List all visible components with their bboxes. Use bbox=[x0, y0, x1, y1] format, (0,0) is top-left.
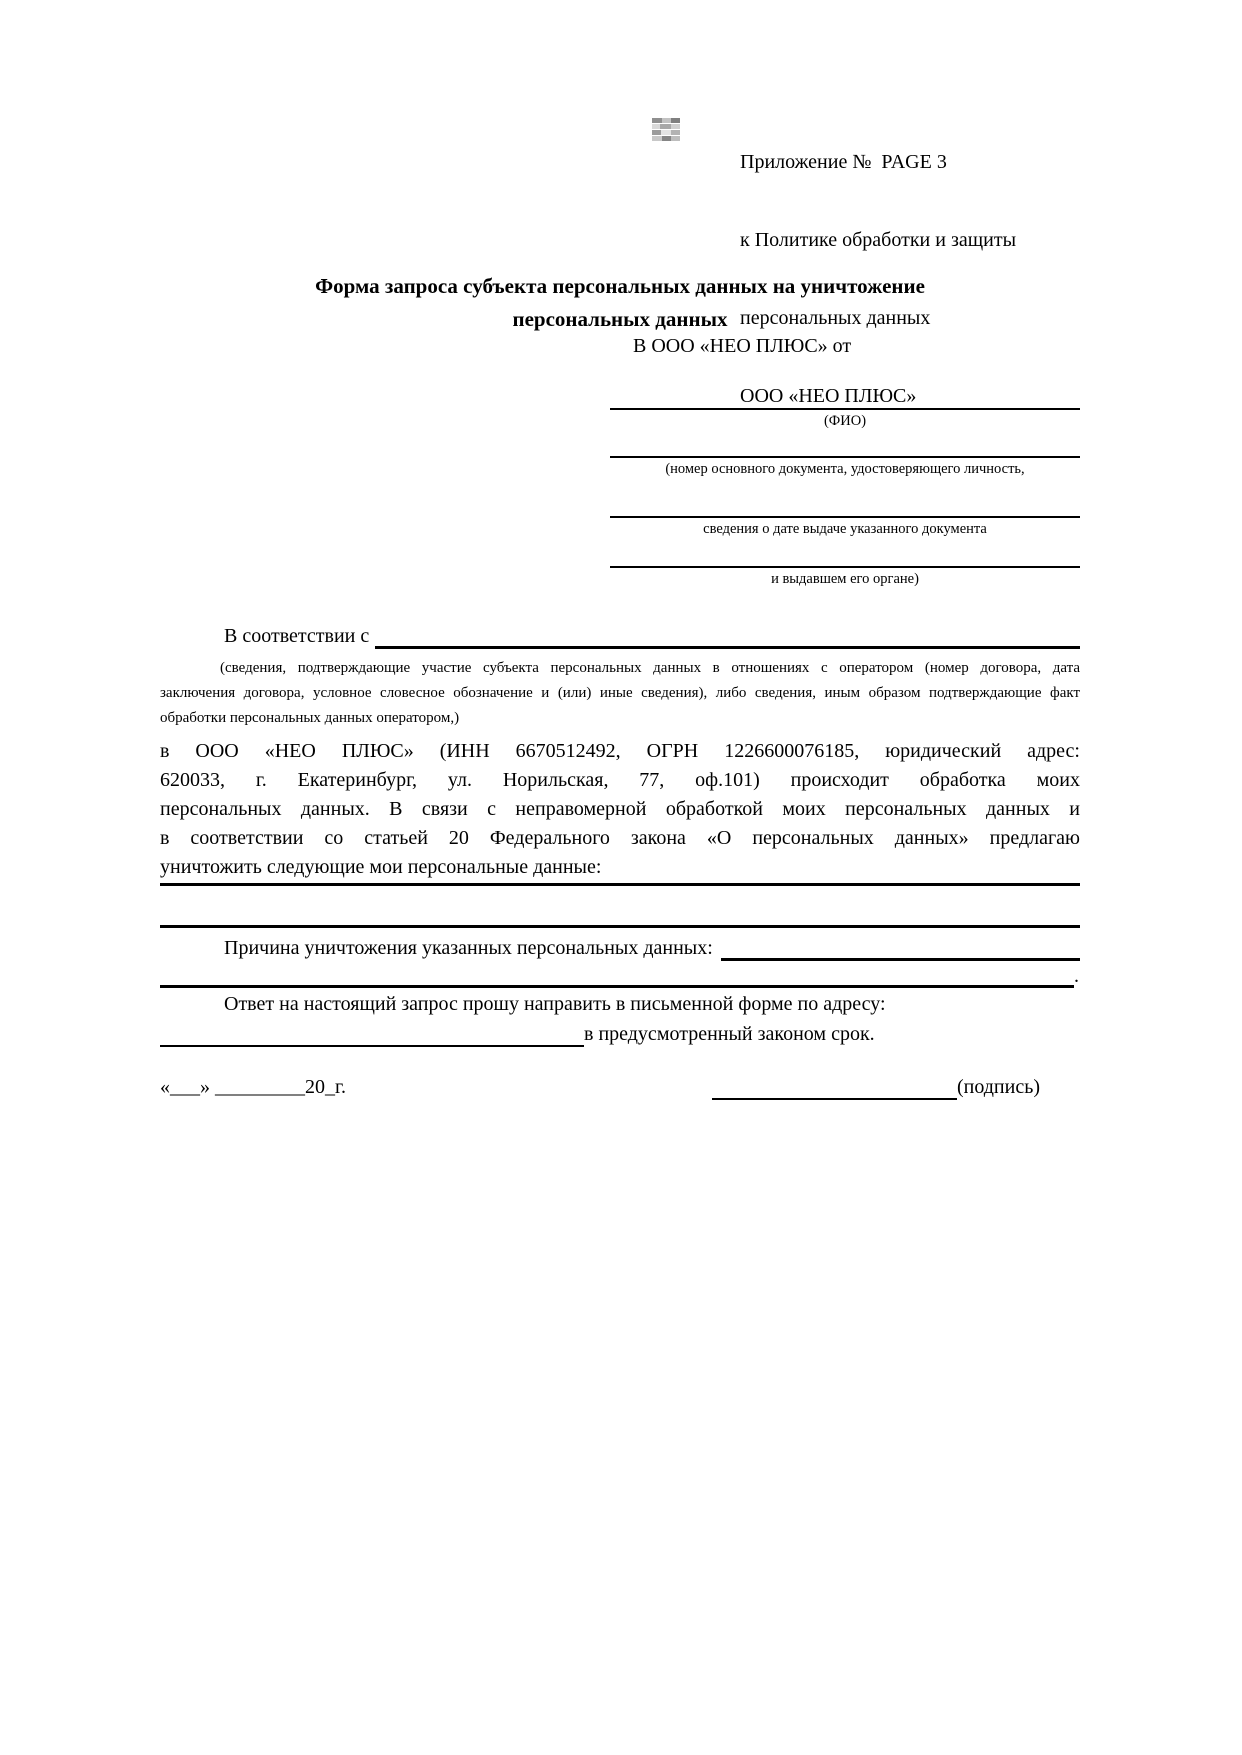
reason-row bbox=[160, 936, 1080, 961]
form-title-line-1: Форма запроса субъекта персональных данных на уничтожение bbox=[315, 274, 925, 298]
body-line-5: уничтожить следующие мои персональные данные: bbox=[160, 856, 602, 878]
reason-fill-line-2[interactable] bbox=[160, 966, 1074, 988]
fio-caption: (ФИО) bbox=[823, 413, 867, 429]
issuing-authority-caption: и выдавшем его органе) bbox=[771, 571, 919, 587]
issue-date-caption: сведения о дате выдаче указанного документа bbox=[703, 521, 987, 537]
signature-fill-line[interactable] bbox=[712, 1078, 957, 1100]
issuing-authority-field bbox=[610, 566, 1080, 589]
term-suffix: в предусмотренный законом срок. bbox=[584, 1023, 875, 1045]
response-request-line: Ответ на настоящий запрос прошу направить в письменной форме по адресу: bbox=[224, 993, 886, 1015]
reason-continuation-row bbox=[160, 964, 1079, 988]
footnote-line-2: заключения договора, условное словесное обозначение и (или) иные сведения), либо сведения, иным образом подтверждающие факт bbox=[160, 685, 1080, 701]
document-number-field bbox=[610, 456, 1080, 479]
body-line-2: 620033, г. Екатеринбург, ул. Норильская, 77, оф.101) происходит обработка моих bbox=[160, 769, 1080, 791]
issue-date-field bbox=[610, 516, 1080, 539]
address-fill-line[interactable] bbox=[160, 1025, 584, 1047]
signature-caption: (подпись) bbox=[956, 1076, 1040, 1098]
policy-reference-line-2: персональных данных bbox=[740, 307, 931, 329]
appendix-number-line: Приложение № PAGE 3 bbox=[740, 151, 947, 173]
blurred-embedded-object-icon bbox=[652, 116, 680, 144]
footnote-line-1: (сведения, подтверждающие участие субъекта персональных данных в отношениях с оператором (номер договора, дата bbox=[220, 660, 1080, 676]
data-to-destroy-fill-line-2[interactable] bbox=[160, 925, 1080, 928]
issue-date-fill-line[interactable] bbox=[610, 516, 1080, 518]
body-line-1: в ООО «НЕО ПЛЮС» (ИНН 6670512492, ОГРН 1226600076185, юридический адрес: bbox=[160, 740, 1080, 762]
body-line-4: в соответствии со статьей 20 Федерального закона «О персональных данных» предлагаю bbox=[160, 827, 1080, 849]
body-paragraph bbox=[160, 737, 1080, 882]
document-number-fill-line[interactable] bbox=[610, 456, 1080, 458]
document-number-caption: (номер основного документа, удостоверяющего личность, bbox=[665, 461, 1025, 477]
policy-reference-line-1: к Политике обработки и защиты bbox=[740, 229, 1017, 251]
address-row bbox=[160, 1022, 1080, 1047]
body-line-3: персональных данных. В связи с неправомерной обработкой моих персональных данных и bbox=[160, 798, 1080, 820]
form-title bbox=[160, 270, 1080, 336]
footnote-line-3: обработки персональных данных оператором,) bbox=[160, 710, 460, 726]
fio-fill-line[interactable] bbox=[610, 408, 1080, 410]
date-blank[interactable]: «___» _________20_г. bbox=[160, 1076, 346, 1098]
organization-name: ООО «НЕО ПЛЮС» bbox=[740, 385, 917, 407]
reason-label: Причина уничтожения указанных персональных данных: bbox=[224, 937, 713, 959]
issuing-authority-fill-line[interactable] bbox=[610, 566, 1080, 568]
fio-field bbox=[610, 408, 1080, 431]
accordance-footnote bbox=[160, 656, 1080, 731]
data-to-destroy-fill-line-1[interactable] bbox=[160, 883, 1080, 886]
accordance-row bbox=[160, 624, 1080, 649]
sentence-period: . bbox=[1074, 965, 1079, 987]
date-signature-row bbox=[160, 1075, 1040, 1100]
addressee-line: В ООО «НЕО ПЛЮС» от bbox=[633, 335, 852, 357]
accordance-prefix: В соответствии с bbox=[224, 625, 370, 647]
signature-group bbox=[712, 1075, 1040, 1100]
accordance-fill-line[interactable] bbox=[375, 627, 1080, 649]
form-title-line-2: персональных данных bbox=[512, 307, 728, 331]
reason-fill-line[interactable] bbox=[721, 939, 1080, 961]
